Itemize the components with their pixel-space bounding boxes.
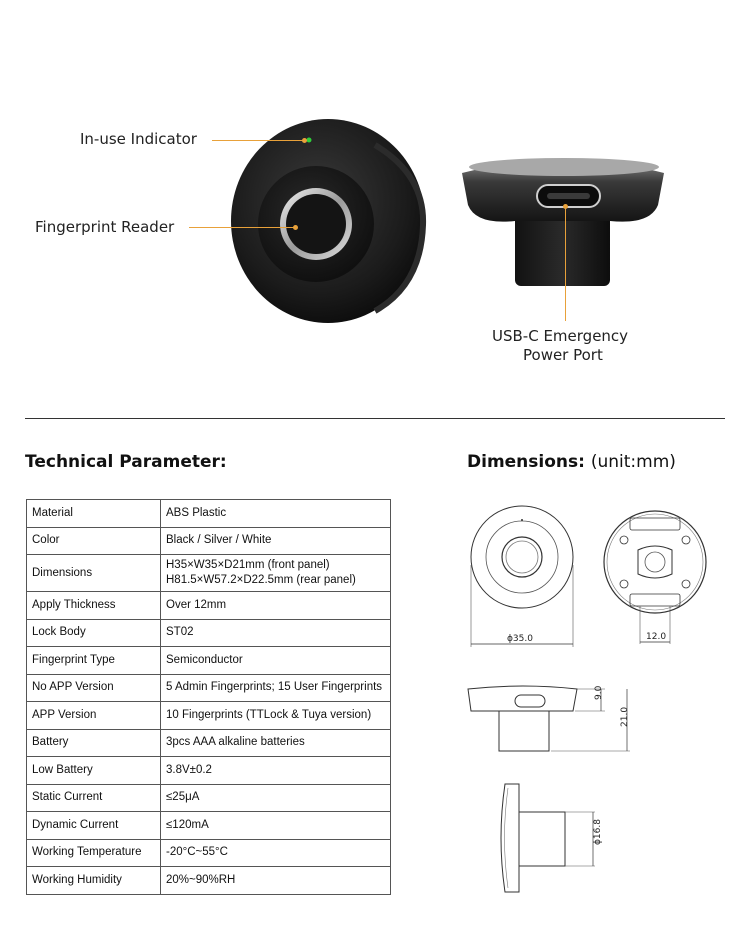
- param-key: Fingerprint Type: [27, 647, 161, 675]
- table-row: [27, 702, 391, 730]
- callout-usb-line: [565, 207, 566, 321]
- technical-parameter-heading: Technical Parameter:: [25, 452, 227, 472]
- front-view-drawing: [465, 505, 580, 650]
- callout-usb-label-line2: Power Port: [523, 346, 603, 364]
- dim-side-total: 21.0: [620, 706, 630, 727]
- side-view-drawing: [465, 683, 635, 758]
- callout-reader-line: [189, 227, 295, 228]
- param-key: APP Version: [27, 702, 161, 730]
- callout-indicator-label: In-use Indicator: [80, 130, 197, 148]
- param-value: 3.8V±0.2: [161, 757, 391, 785]
- table-row: [27, 729, 391, 757]
- profile-view-drawing: [495, 782, 605, 897]
- callout-usb-label-line1: USB-C Emergency: [492, 327, 629, 345]
- table-row: [27, 500, 391, 528]
- param-value: Over 12mm: [161, 592, 391, 620]
- param-key: Dynamic Current: [27, 812, 161, 840]
- table-row: [27, 784, 391, 812]
- param-value: ≤120mA: [161, 812, 391, 840]
- param-key: Working Humidity: [27, 867, 161, 895]
- param-value: H35×W35×D21mm (front panel): [166, 559, 330, 571]
- param-value: 10 Fingerprints (TTLock & Tuya version): [161, 702, 391, 730]
- param-value-multiline: [161, 555, 391, 592]
- front-device-image: [225, 115, 435, 327]
- table-row: [27, 619, 391, 647]
- table-row: [27, 527, 391, 555]
- param-value: 20%~90%RH: [161, 867, 391, 895]
- rear-view-drawing: [600, 510, 715, 650]
- param-value: -20°C~55°C: [161, 839, 391, 867]
- dim-side-small: 9.0: [594, 685, 604, 700]
- table-row: [27, 555, 391, 592]
- param-value: ABS Plastic: [161, 500, 391, 528]
- dim-shaft-diameter: ϕ16.8: [593, 819, 603, 845]
- param-key: Color: [27, 527, 161, 555]
- param-value: 5 Admin Fingerprints; 15 User Fingerprints: [161, 674, 391, 702]
- param-key: Apply Thickness: [27, 592, 161, 620]
- callout-indicator-line: [212, 140, 304, 141]
- dimensions-unit: (unit:mm): [590, 452, 676, 472]
- table-row: [27, 839, 391, 867]
- param-value: ST02: [161, 619, 391, 647]
- table-row: [27, 592, 391, 620]
- param-key: No APP Version: [27, 674, 161, 702]
- table-row: [27, 647, 391, 675]
- section-divider: [25, 418, 725, 419]
- dimensions-heading: [467, 452, 676, 472]
- param-value: Black / Silver / White: [161, 527, 391, 555]
- table-row: [27, 674, 391, 702]
- dimensions-title: Dimensions:: [467, 452, 585, 472]
- param-value: Semiconductor: [161, 647, 391, 675]
- dim-front-diameter: ϕ35.0: [507, 634, 533, 644]
- param-key: Static Current: [27, 784, 161, 812]
- param-value: H81.5×W57.2×D22.5mm (rear panel): [166, 574, 356, 586]
- callout-reader-label: Fingerprint Reader: [35, 218, 175, 236]
- param-value: ≤25μA: [161, 784, 391, 812]
- table-row: [27, 757, 391, 785]
- technical-parameter-table: [26, 499, 391, 895]
- table-row: [27, 812, 391, 840]
- param-key: Battery: [27, 729, 161, 757]
- param-key: Dimensions: [27, 555, 161, 592]
- param-key: Low Battery: [27, 757, 161, 785]
- param-key: Working Temperature: [27, 839, 161, 867]
- dim-rear-width: 12.0: [646, 632, 667, 642]
- param-value: 3pcs AAA alkaline batteries: [161, 729, 391, 757]
- param-key: Material: [27, 500, 161, 528]
- callout-reader-dot: [293, 225, 298, 230]
- callout-indicator-dot: [302, 138, 307, 143]
- param-key: Lock Body: [27, 619, 161, 647]
- table-row: [27, 867, 391, 895]
